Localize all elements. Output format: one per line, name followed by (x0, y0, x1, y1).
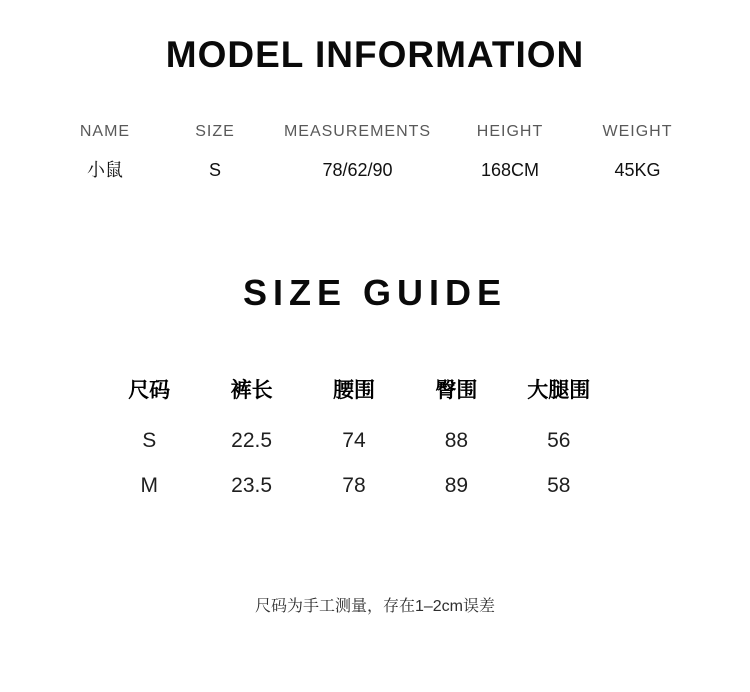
size-m-hip: 89 (444, 474, 469, 497)
size-m-label: M (140, 474, 158, 497)
size-s-length: 22.5 (231, 429, 273, 452)
size-m-waist: 78 (342, 474, 366, 497)
model-measurements-value: 78/62/90 (322, 160, 393, 180)
measurement-disclaimer-note: 尺码为手工测量，存在1–2cm误差 (254, 598, 496, 615)
size-s-waist: 74 (342, 429, 366, 452)
table-row-size-s (98, 429, 610, 452)
model-height-value: 168CM (480, 160, 540, 180)
size-guide-table (98, 379, 610, 497)
model-information-title: MODEL INFORMATION (165, 34, 585, 75)
model-info-header-row (55, 123, 695, 141)
size-s-label: S (142, 429, 157, 452)
model-info-header-measurements: MEASUREMENTS (283, 123, 432, 140)
model-info-header-size: SIZE (195, 123, 235, 140)
model-info-header-weight: WEIGHT (602, 123, 673, 140)
size-guide-header-thigh: 大腿围 (527, 379, 591, 402)
size-guide-header-size: 尺码 (128, 379, 171, 402)
size-m-thigh: 58 (547, 474, 571, 497)
size-guide-header-hip: 臀围 (435, 379, 478, 402)
model-size-value: S (208, 160, 221, 180)
size-s-hip: 88 (444, 429, 469, 452)
model-weight-value: 45KG (614, 160, 661, 180)
size-guide-header-row (98, 379, 610, 402)
size-m-length: 23.5 (231, 474, 273, 497)
size-guide-header-waist: 腰围 (332, 379, 375, 402)
model-info-header-height: HEIGHT (476, 123, 544, 140)
model-info-value-row (55, 160, 695, 180)
size-guide-title: SIZE GUIDE (242, 272, 508, 313)
size-guide-header-length: 裤长 (230, 379, 273, 402)
model-name-value: 小鼠 (87, 160, 123, 180)
table-row-size-m (98, 474, 610, 497)
model-info-table (55, 123, 695, 180)
model-info-header-name: NAME (79, 123, 131, 140)
size-s-thigh: 56 (547, 429, 571, 452)
